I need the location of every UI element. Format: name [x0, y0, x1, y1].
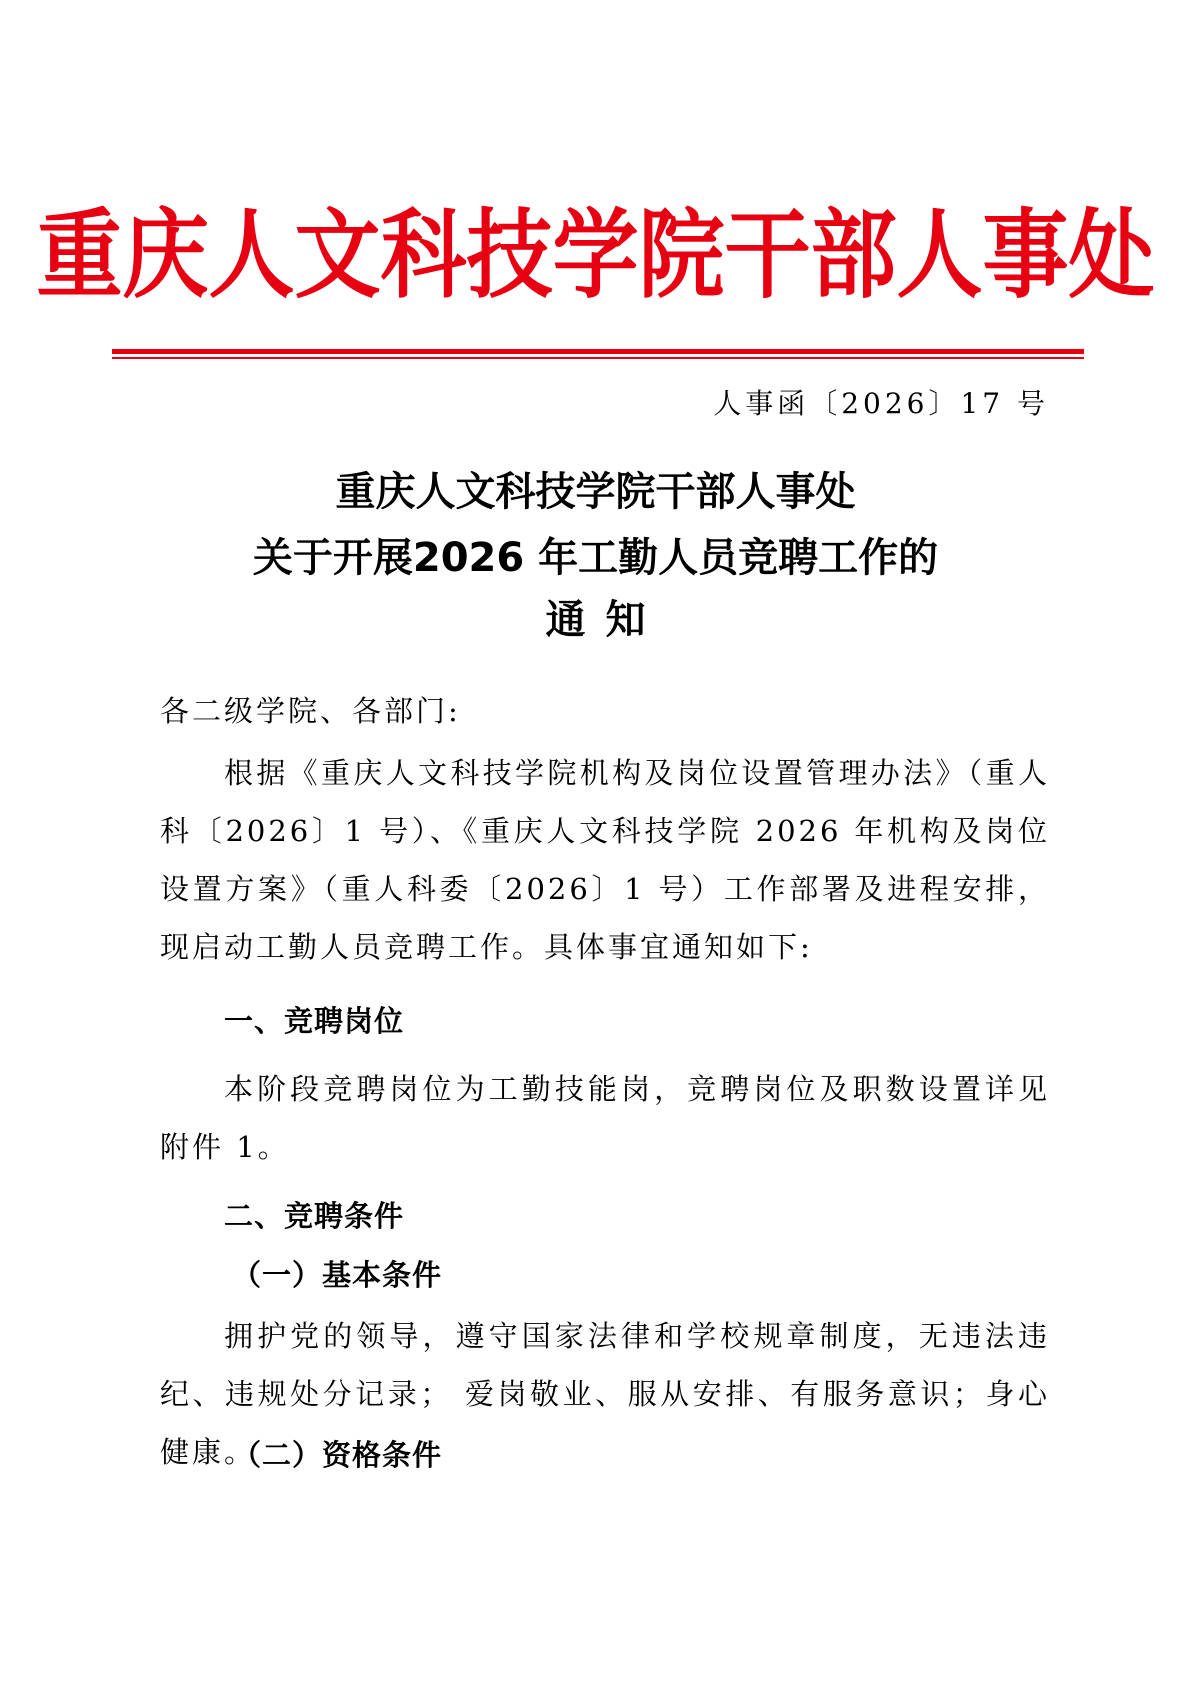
masthead: 重庆人文科技学院干部人事处 [36, 200, 1155, 312]
section-1-heading: 一、竞聘岗位 [224, 1004, 405, 1038]
title-line-3: 通知 [545, 597, 666, 643]
masthead-rule-thin [112, 357, 1084, 359]
intro-paragraph: 根据《重庆人文科技学院机构及岗位设置管理办法》（重人科〔2026〕1 号）、《重庆人文科技学院 2026 年机构及岗位设置方案》（重人科委〔2026〕1 号）工作部署及进程安排，现启动工勤人员竞聘工作。具体事宜通知如下: [160, 756, 1050, 964]
masthead-rule-thick [112, 349, 1084, 354]
subsection-1-paragraph: 拥护党的领导，遵守国家法律和学校规章制度，无违法违纪、违规处分记录； 爱岗敬业、服从安排、有服务意识；身心健康。 [160, 1319, 1050, 1469]
document-number: 人事函〔2026〕17 号 [713, 387, 1049, 420]
title-line-1: 重庆人文科技学院干部人事处 [335, 469, 856, 515]
title-line-2: 关于开展2026 年工勤人员竞聘工作的 [252, 535, 939, 581]
section-2-heading: 二、竞聘条件 [224, 1199, 405, 1233]
salutation: 各二级学院、各部门: [160, 694, 461, 728]
section-1-paragraph: 本阶段竞聘岗位为工勤技能岗，竞聘岗位及职数设置详见附件 1。 [160, 1072, 1050, 1164]
subsection-2-heading: （二）资格条件 [232, 1438, 443, 1472]
subsection-1-heading: （一）基本条件 [232, 1258, 443, 1292]
